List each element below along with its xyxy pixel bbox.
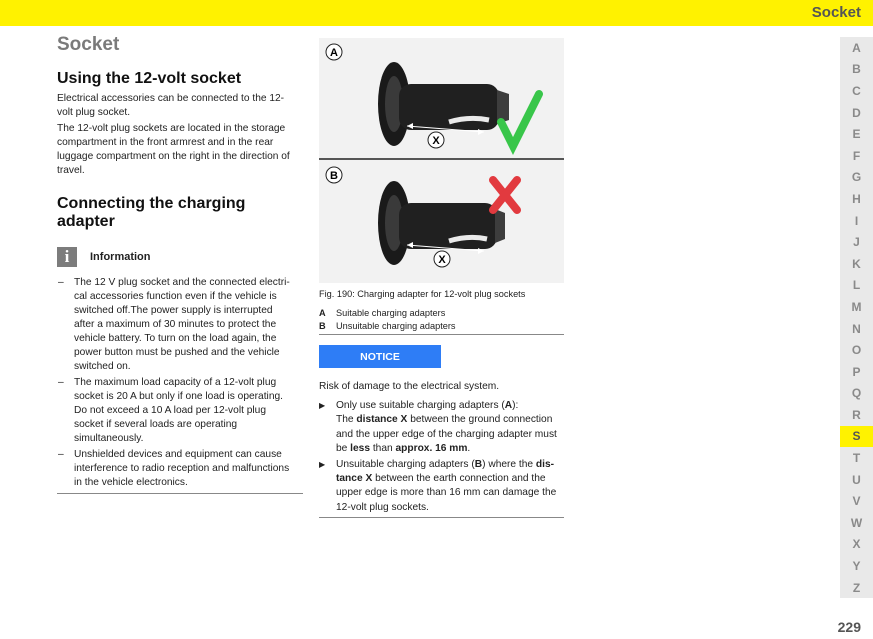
information-item: – The maximum load capacity of a 12-volt plug socket is 20 A but only if one load is operating. Do not exceed a 10 A load per 12-volt plug socket if several loads are operating simultaneously. — [58, 377, 283, 444]
alphabet-tab-o[interactable]: O — [840, 339, 873, 361]
dimension-label-a: X — [432, 135, 440, 147]
figure-drawing — [319, 38, 564, 283]
using-paragraph-1: Electrical accessories can be connected to the 12- volt plug socket. — [57, 93, 285, 118]
alphabet-tab-f[interactable]: F — [840, 145, 873, 167]
right-column — [319, 38, 564, 518]
information-item: – The 12 V plug socket and the connected electri- cal accessories function even if the vehicle is switched off.The power supply is interrupted after a maximum of 30 minutes to protect the vehicle battery. To turn on the load again, the power button must be pushed and the vehicle switched on. — [58, 277, 290, 372]
bullet-arrow-icon: ▶ — [319, 401, 326, 410]
alphabet-tab-y[interactable]: Y — [840, 555, 873, 577]
alphabet-tab-l[interactable]: L — [840, 275, 873, 297]
information-label: Information — [90, 251, 151, 263]
information-header — [57, 247, 303, 267]
page-number: 229 — [837, 619, 861, 635]
alphabet-tab-i[interactable]: I — [840, 210, 873, 232]
notice-item: ▶ Unsuitable charging adapters (B) where the dis- tance X between the earth connection and the upper edge is more than 16 mm can damage the 12-volt plug sockets. — [319, 458, 557, 513]
alphabet-tab-t[interactable]: T — [840, 447, 873, 469]
notice-risk-text: Risk of damage to the electrical system. — [319, 381, 500, 392]
alphabet-tab-a[interactable]: A — [840, 37, 873, 59]
alphabet-tab-h[interactable]: H — [840, 188, 873, 210]
alphabet-tab-r[interactable]: R — [840, 404, 873, 426]
alphabet-tab-w[interactable]: W — [840, 512, 873, 534]
alphabet-tab-e[interactable]: E — [840, 123, 873, 145]
alphabet-tab-p[interactable]: P — [840, 361, 873, 383]
alphabet-tab-q[interactable]: Q — [840, 383, 873, 405]
panel-b — [326, 167, 517, 267]
page-title: Socket — [57, 34, 120, 55]
figure-label-b: B — [330, 170, 338, 182]
section-title: Socket — [811, 4, 861, 21]
alphabet-tab-v[interactable]: V — [840, 490, 873, 512]
left-column — [57, 34, 303, 494]
information-icon: i — [57, 247, 77, 267]
cross-mark-icon — [493, 180, 517, 210]
legend-item: B Unsuitable charging adapters — [319, 320, 456, 331]
alphabet-tab-n[interactable]: N — [840, 318, 873, 340]
alphabet-index — [840, 37, 873, 598]
alphabet-tab-k[interactable]: K — [840, 253, 873, 275]
charging-adapter-figure — [319, 38, 564, 283]
notice-divider — [319, 517, 564, 518]
alphabet-tab-s[interactable]: S — [840, 426, 873, 448]
header-bar — [0, 0, 873, 26]
using-paragraph-2: The 12-volt plug sockets are located in the storage compartment in the front armrest and in the rear luggage compartment on the right in the direction of travel. — [57, 123, 290, 176]
figure-legend — [319, 307, 564, 332]
panel-a — [326, 44, 539, 148]
alphabet-tab-d[interactable]: D — [840, 102, 873, 124]
alphabet-tab-m[interactable]: M — [840, 296, 873, 318]
information-divider — [57, 493, 303, 494]
alphabet-tab-x[interactable]: X — [840, 534, 873, 556]
charging-adapter-heading: Connecting the charging adapter — [57, 195, 246, 230]
information-item: – Unshielded devices and equipment can cause interference to radio reception and malfunctions in the vehicle electronics. — [58, 449, 290, 488]
alphabet-tab-z[interactable]: Z — [840, 577, 873, 599]
dimension-label-b: X — [438, 254, 446, 266]
alphabet-tab-c[interactable]: C — [840, 80, 873, 102]
alphabet-tab-b[interactable]: B — [840, 59, 873, 81]
figure-caption: Fig. 190: Charging adapter for 12-volt plug sockets — [319, 289, 526, 299]
alphabet-tab-j[interactable]: J — [840, 231, 873, 253]
bullet-arrow-icon: ▶ — [319, 459, 326, 469]
legend-item: A Suitable charging adapters — [319, 308, 446, 318]
legend-divider — [319, 334, 564, 335]
information-list — [57, 276, 303, 490]
notice-badge: NOTICE — [319, 345, 441, 368]
alphabet-tab-u[interactable]: U — [840, 469, 873, 491]
notice-item: ▶ Only use suitable charging adapters (A): The distance X between the ground connection and the upper edge of the charging adapter must be less than approx. 16 mm. — [319, 400, 557, 455]
figure-label-a: A — [330, 47, 338, 59]
using-socket-heading: Using the 12-volt socket — [57, 70, 242, 87]
alphabet-tab-g[interactable]: G — [840, 167, 873, 189]
notice-list — [319, 399, 564, 515]
